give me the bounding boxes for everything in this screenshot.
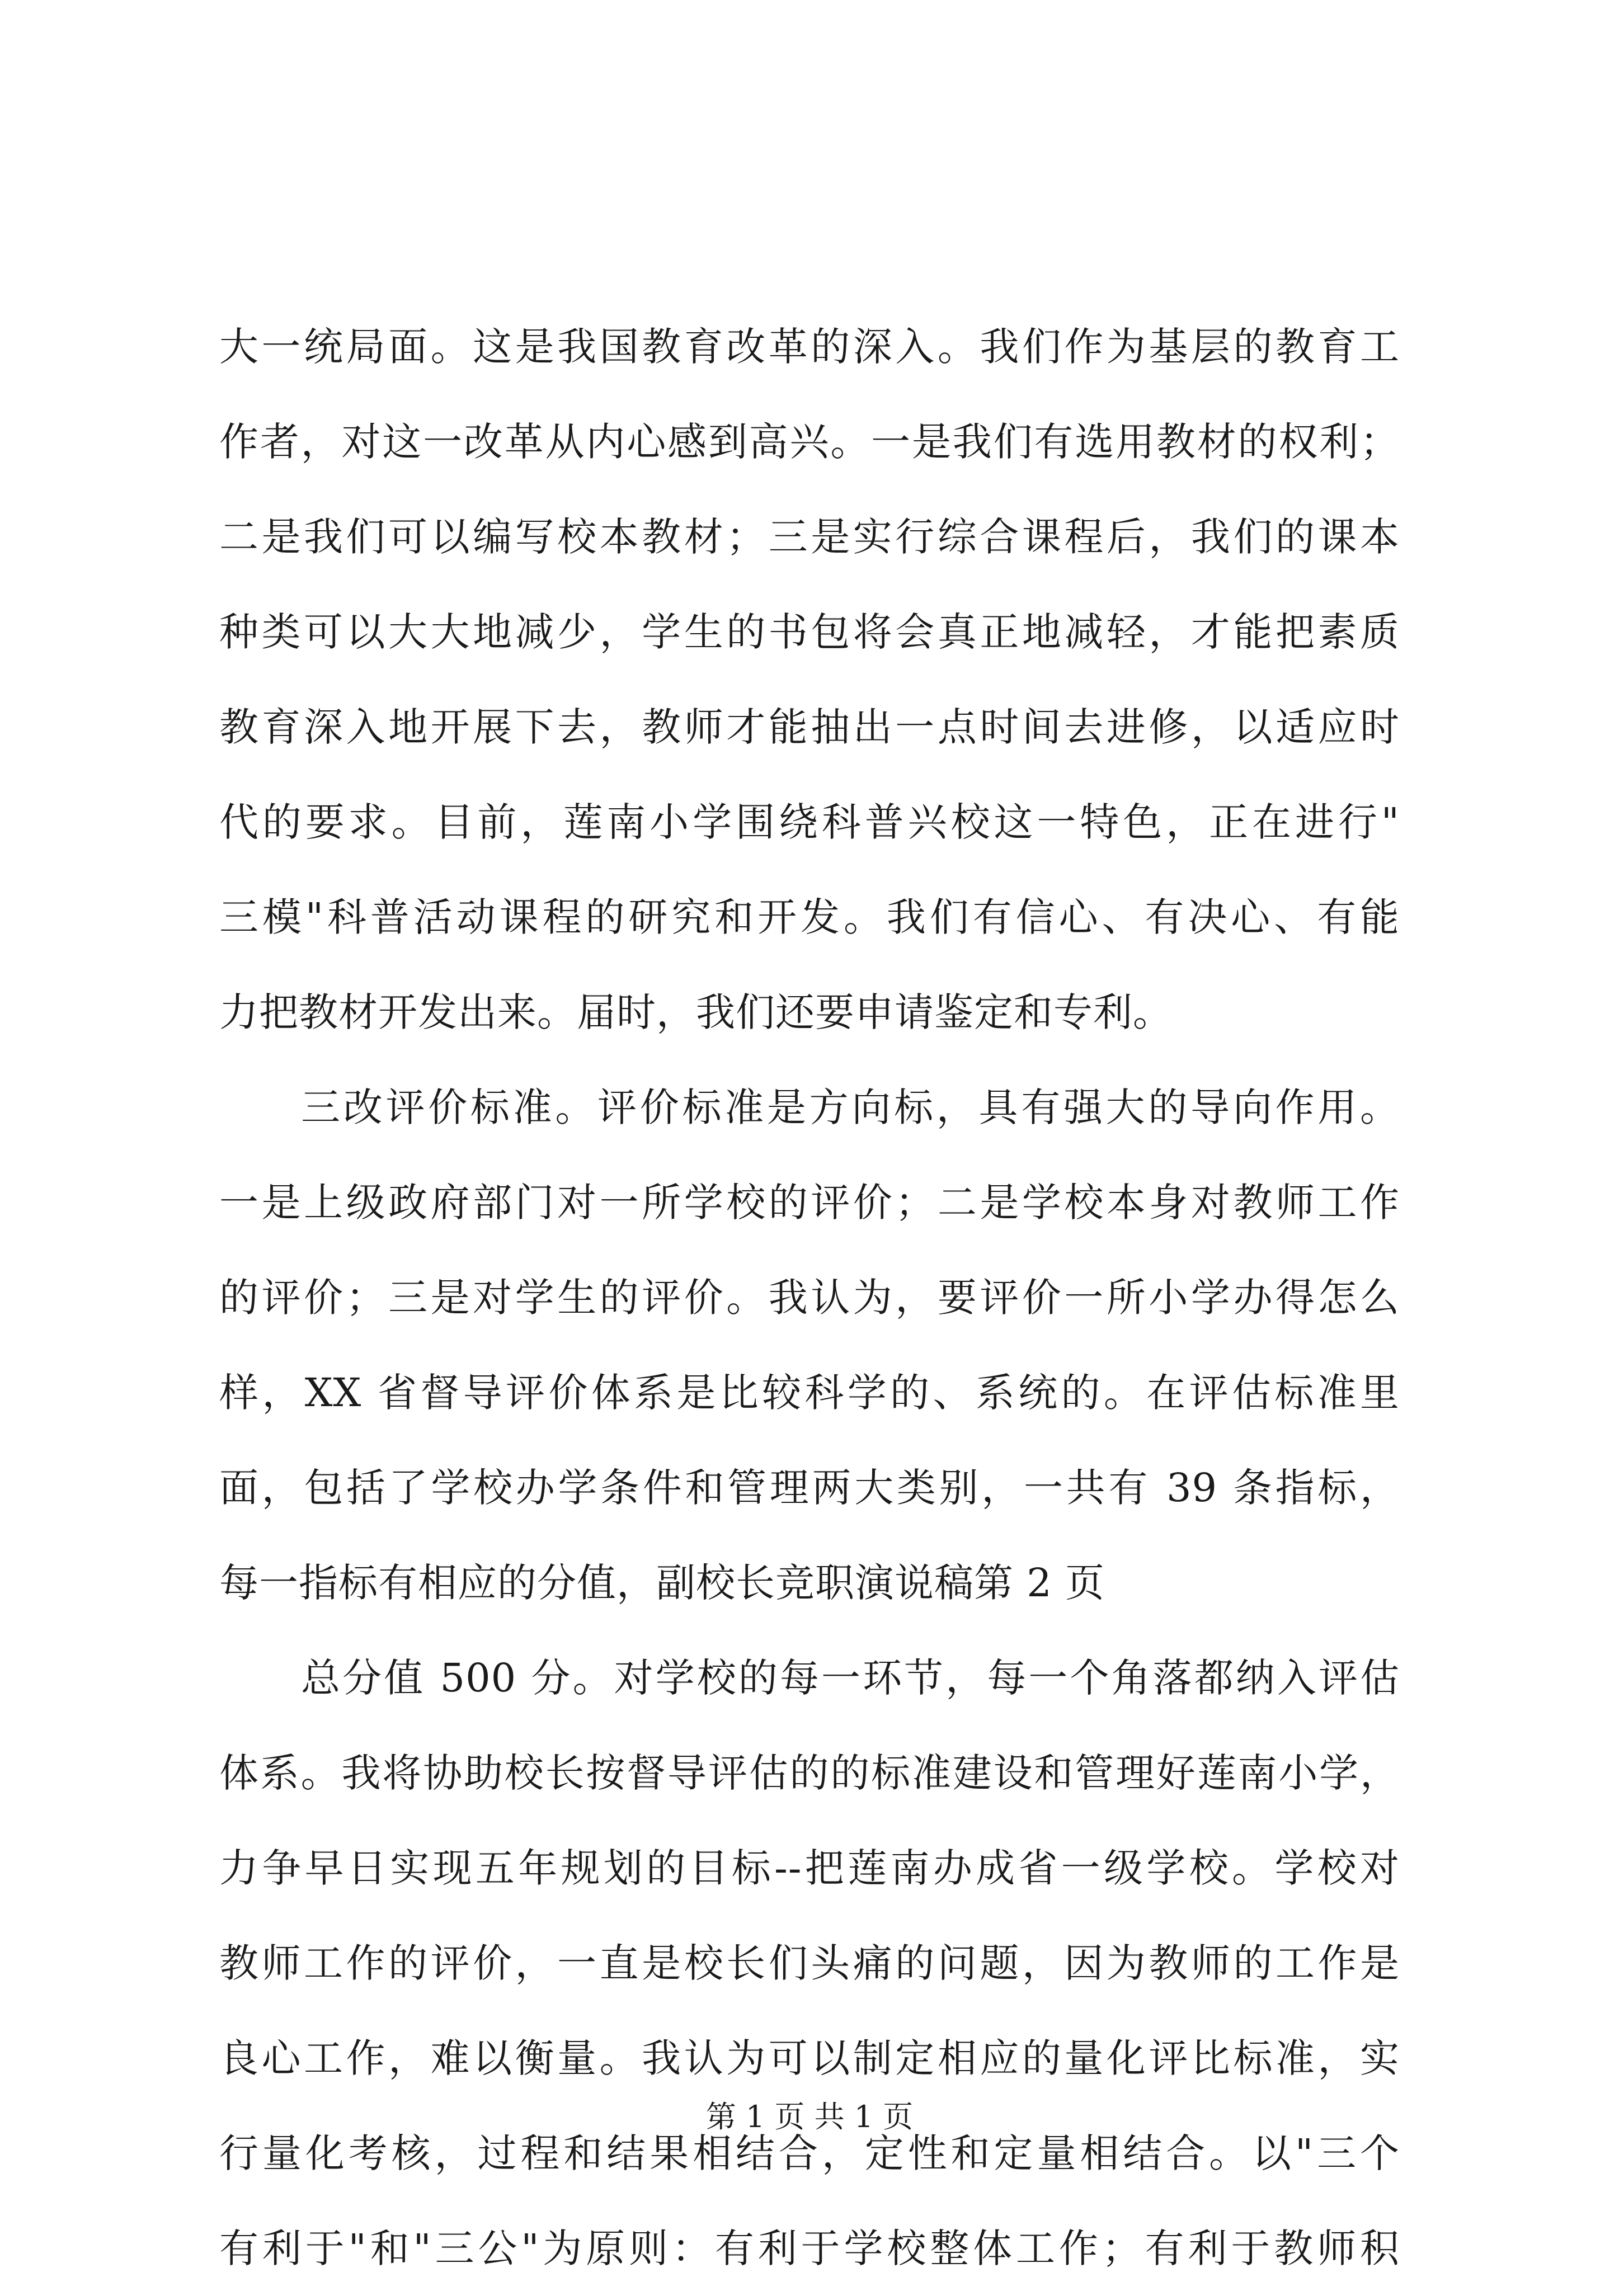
paragraph-first-line: 总分值 500 分。对学校的每一环节，每一个角落都纳入评估 bbox=[301, 1655, 1400, 1701]
text-line: 代的要求。目前，莲南小学围绕科普兴校这一特色，正在进行" bbox=[219, 799, 1400, 845]
text-line: 行量化考核，过程和结果相结合，定性和定量相结合。以"三个 bbox=[219, 2130, 1400, 2176]
text-line: 力把教材开发出来。届时，我们还要申请鉴定和专利。 bbox=[219, 989, 1173, 1035]
text-line: 一是上级政府部门对一所学校的评价；二是学校本身对教师工作 bbox=[219, 1180, 1400, 1225]
text-line: 样，XX 省督导评价体系是比较科学的、系统的。在评估标准里 bbox=[219, 1370, 1400, 1416]
text-line: 有利于"和"三公"为原则：有利于学校整体工作；有利于教师积 bbox=[219, 2226, 1400, 2271]
text-line: 大一统局面。这是我国教育改革的深入。我们作为基层的教育工 bbox=[219, 324, 1400, 370]
paragraph-first-line: 三改评价标准。评价标准是方向标，具有强大的导向作用。 bbox=[301, 1085, 1400, 1130]
text-line: 教师工作的评价，一直是校长们头痛的问题，因为教师的工作是 bbox=[219, 1940, 1400, 1986]
text-line: 每一指标有相应的分值，副校长竞职演说稿第 2 页 bbox=[219, 1560, 1105, 1606]
text-line: 三模"科普活动课程的研究和开发。我们有信心、有决心、有能 bbox=[219, 894, 1400, 940]
text-line: 良心工作，难以衡量。我认为可以制定相应的量化评比标准，实 bbox=[219, 2035, 1400, 2081]
text-line: 教育深入地开展下去，教师才能抽出一点时间去进修，以适应时 bbox=[219, 704, 1400, 750]
text-line: 二是我们可以编写校本教材；三是实行综合课程后，我们的课本 bbox=[219, 514, 1400, 560]
text-line: 力争早日实现五年规划的目标--把莲南办成省一级学校。学校对 bbox=[219, 1845, 1400, 1891]
document-body bbox=[219, 299, 1400, 2296]
text-line: 体系。我将协助校长按督导评估的的标准建设和管理好莲南小学， bbox=[219, 1750, 1400, 1796]
text-line: 面，包括了学校办学条件和管理两大类别，一共有 39 条指标， bbox=[219, 1465, 1400, 1511]
text-line: 的评价；三是对学生的评价。我认为，要评价一所小学办得怎么 bbox=[219, 1275, 1400, 1321]
text-line: 种类可以大大地减少，学生的书包将会真正地减轻，才能把素质 bbox=[219, 609, 1400, 655]
page-footer: 第 1 页 共 1 页 bbox=[705, 2099, 914, 2134]
text-line: 作者，对这一改革从内心感到高兴。一是我们有选用教材的权利； bbox=[219, 419, 1400, 465]
